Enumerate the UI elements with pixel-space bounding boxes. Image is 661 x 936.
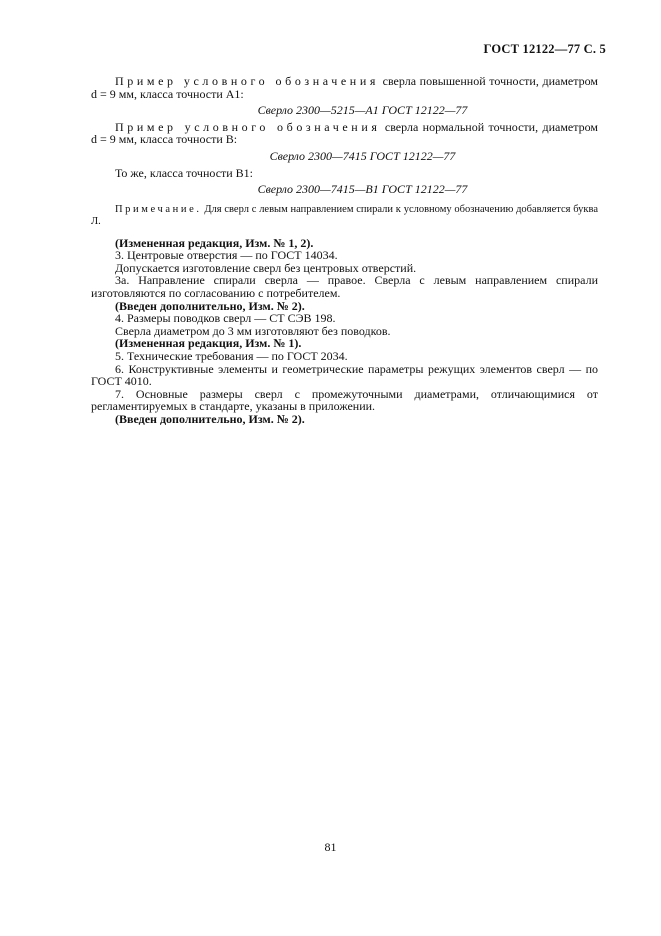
page-number: 81 [324, 840, 337, 854]
list-item: (Введен дополнительно, Изм. № 2). [115, 411, 305, 426]
note-paragraph [91, 204, 598, 229]
list-item: 6. Конструктивные элементы и геометрические параметры режущих элементов сверл — по ГОСТ 4010. [91, 361, 598, 389]
note-label: Примечание. [115, 203, 202, 215]
list-item: (Измененная редакция, Изм. № 1). [115, 336, 302, 351]
example-3-paragraph: То же, класса точности В1: [115, 165, 254, 180]
example-2-label: Пример условного обозначения [115, 119, 381, 134]
example-3-designation: Сверло 2300—7415—В1 ГОСТ 12122—77 [257, 182, 468, 197]
example-1-text: сверла повышенной точности, диаметром d = 9 мм, класса точности А1: [91, 74, 598, 101]
example-2-designation: Сверло 2300—7415 ГОСТ 12122—77 [269, 148, 456, 163]
page-header: ГОСТ 12122—77 С. 5 [483, 42, 606, 56]
example-1-label: Пример условного обозначения [115, 74, 379, 88]
note-text: Для сверл с левым направлением спирали к условному обозначению добавляется буква Л. [91, 203, 598, 228]
example-2-text: сверла нормальной точности, диаметром d = 9 мм, класса точности В: [91, 119, 598, 147]
list-item: Допускается изготовление сверл без центровых отверстий. [115, 260, 417, 275]
list-item: Сверла диаметром до 3 мм изготовляют без поводков. [115, 323, 391, 338]
list-item: 3. Центровые отверстия — по ГОСТ 14034. [115, 248, 338, 263]
clauses-list [91, 237, 598, 426]
list-item: 3а. Направление спирали сверла — правое. Сверла с левым направлением спирали изготовляются по согласованию с потребителем. [91, 273, 598, 300]
list-item: 5. Технические требования — по ГОСТ 2034. [115, 348, 348, 363]
document-body [91, 75, 598, 425]
example-1-designation: Сверло 2300—5215—А1 ГОСТ 12122—77 [257, 103, 468, 118]
list-item: 7. Основные размеры сверл с промежуточными диаметрами, отличающимися от регламентируемых в стандарте, указаны в приложении. [91, 386, 598, 414]
example-2-paragraph [91, 121, 598, 146]
list-item: 4. Размеры поводков сверл — СТ СЭВ 198. [115, 311, 336, 326]
example-1-paragraph [91, 75, 598, 100]
list-item: (Измененная редакция, Изм. № 1, 2). [115, 235, 314, 250]
list-item: (Введен дополнительно, Изм. № 2). [115, 298, 305, 313]
